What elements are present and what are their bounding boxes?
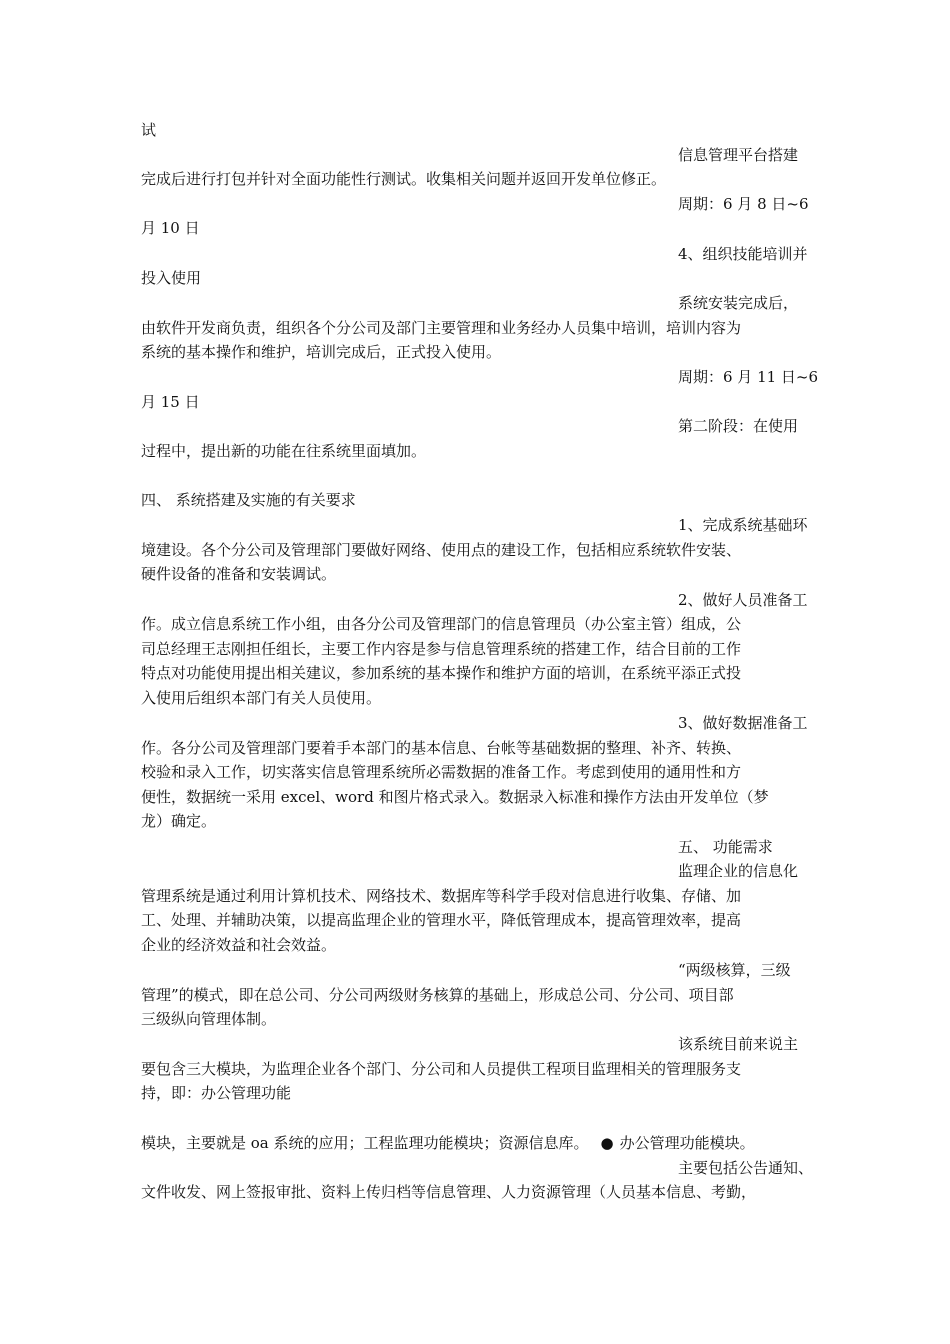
text-line <box>141 1131 755 1155</box>
text-line: 系统的基本操作和维护，培训完成后，正式投入使用。 <box>141 343 502 361</box>
text-line: 由软件开发商负责，组织各个分公司及部门主要管理和业务经办人员集中培训，培训内容为 <box>141 319 742 337</box>
text-line: 试 <box>141 121 157 139</box>
text-line: 文件收发、网上签报审批、资料上传归档等信息管理、人力资源管理（人员基本信息、考勤， <box>141 1183 757 1201</box>
text-line: 龙）确定。 <box>141 812 217 830</box>
text-line: 管理系统是通过利用计算机技术、网络技术、数据库等科学手段对信息进行收集、存储、加 <box>141 887 742 905</box>
text-line: 校验和录入工作，切实落实信息管理系统所必需数据的准备工作。考虑到使用的通用性和方 <box>141 763 742 781</box>
text-line: 3、做好数据准备工 <box>678 714 808 732</box>
text-segment: 模块，主要就是 oa 系统的应用；工程监理功能模块；资源信息库。 <box>141 1134 589 1152</box>
text-line: 作。各分公司及管理部门要着手本部门的基本信息、台帐等基础数据的整理、补齐、转换、 <box>141 739 742 757</box>
text-line: 硬件设备的准备和安装调试。 <box>141 565 337 583</box>
text-line: 过程中，提出新的功能在往系统里面填加。 <box>141 442 427 460</box>
text-line: 管理”的模式，即在总公司、分公司两级财务核算的基础上，形成总公司、分公司、项目部 <box>141 986 734 1004</box>
text-line: 2、做好人员准备工 <box>678 591 808 609</box>
text-line: 企业的经济效益和社会效益。 <box>141 936 337 954</box>
section-heading: 五、 功能需求 <box>678 838 773 856</box>
text-line: 持，即：办公管理功能 <box>141 1084 292 1102</box>
section-heading: 四、 系统搭建及实施的有关要求 <box>141 491 356 509</box>
text-line: “两级核算，三级 <box>678 961 791 979</box>
text-line: 周期：6 月 11 日~6 <box>678 368 819 386</box>
text-line: 月 15 日 <box>141 393 200 411</box>
text-line: 1、完成系统基础环 <box>678 516 808 534</box>
text-segment: 办公管理功能模块。 <box>619 1134 755 1152</box>
text-line: 要包含三大模块，为监理企业各个部门、分公司和人员提供工程项目监理相关的管理服务支 <box>141 1060 742 1078</box>
text-line: 工、处理、并辅助决策，以提高监理企业的管理水平，降低管理成本，提高管理效率，提高 <box>141 911 742 929</box>
text-line: 司总经理王志刚担任组长，主要工作内容是参与信息管理系统的搭建工作，结合目前的工作 <box>141 640 742 658</box>
text-line: 境建设。各个分公司及管理部门要做好网络、使用点的建设工作，包括相应系统软件安装、 <box>141 541 742 559</box>
text-line: 入使用后组织本部门有关人员使用。 <box>141 689 382 707</box>
text-line: 月 10 日 <box>141 219 200 237</box>
text-line: 便性，数据统一采用 excel、word 和图片格式录入。数据录入标准和操作方法由开发单位（梦 <box>141 788 769 806</box>
text-line: 4、组织技能培训并 <box>678 245 808 263</box>
text-line: 特点对功能使用提出相关建议，参加系统的基本操作和维护方面的培训，在系统平添正式投 <box>141 664 742 682</box>
text-line: 监理企业的信息化 <box>678 862 799 880</box>
text-line: 完成后进行打包并针对全面功能性行测试。收集相关问题并返回开发单位修正。 <box>141 170 667 188</box>
text-line: 三级纵向管理体制。 <box>141 1010 277 1028</box>
bullet-icon: ● <box>600 1134 614 1152</box>
text-line: 该系统目前来说主 <box>678 1035 799 1053</box>
text-line: 信息管理平台搭建 <box>678 146 799 164</box>
text-line: 周期：6 月 8 日~6 <box>678 195 809 213</box>
text-line: 投入使用 <box>141 269 202 287</box>
text-line: 系统安装完成后， <box>678 294 799 312</box>
text-line: 第二阶段：在使用 <box>678 417 799 435</box>
text-line: 主要包括公告通知、 <box>678 1159 814 1177</box>
text-line: 作。成立信息系统工作小组，由各分公司及管理部门的信息管理员（办公室主管）组成，公 <box>141 615 742 633</box>
